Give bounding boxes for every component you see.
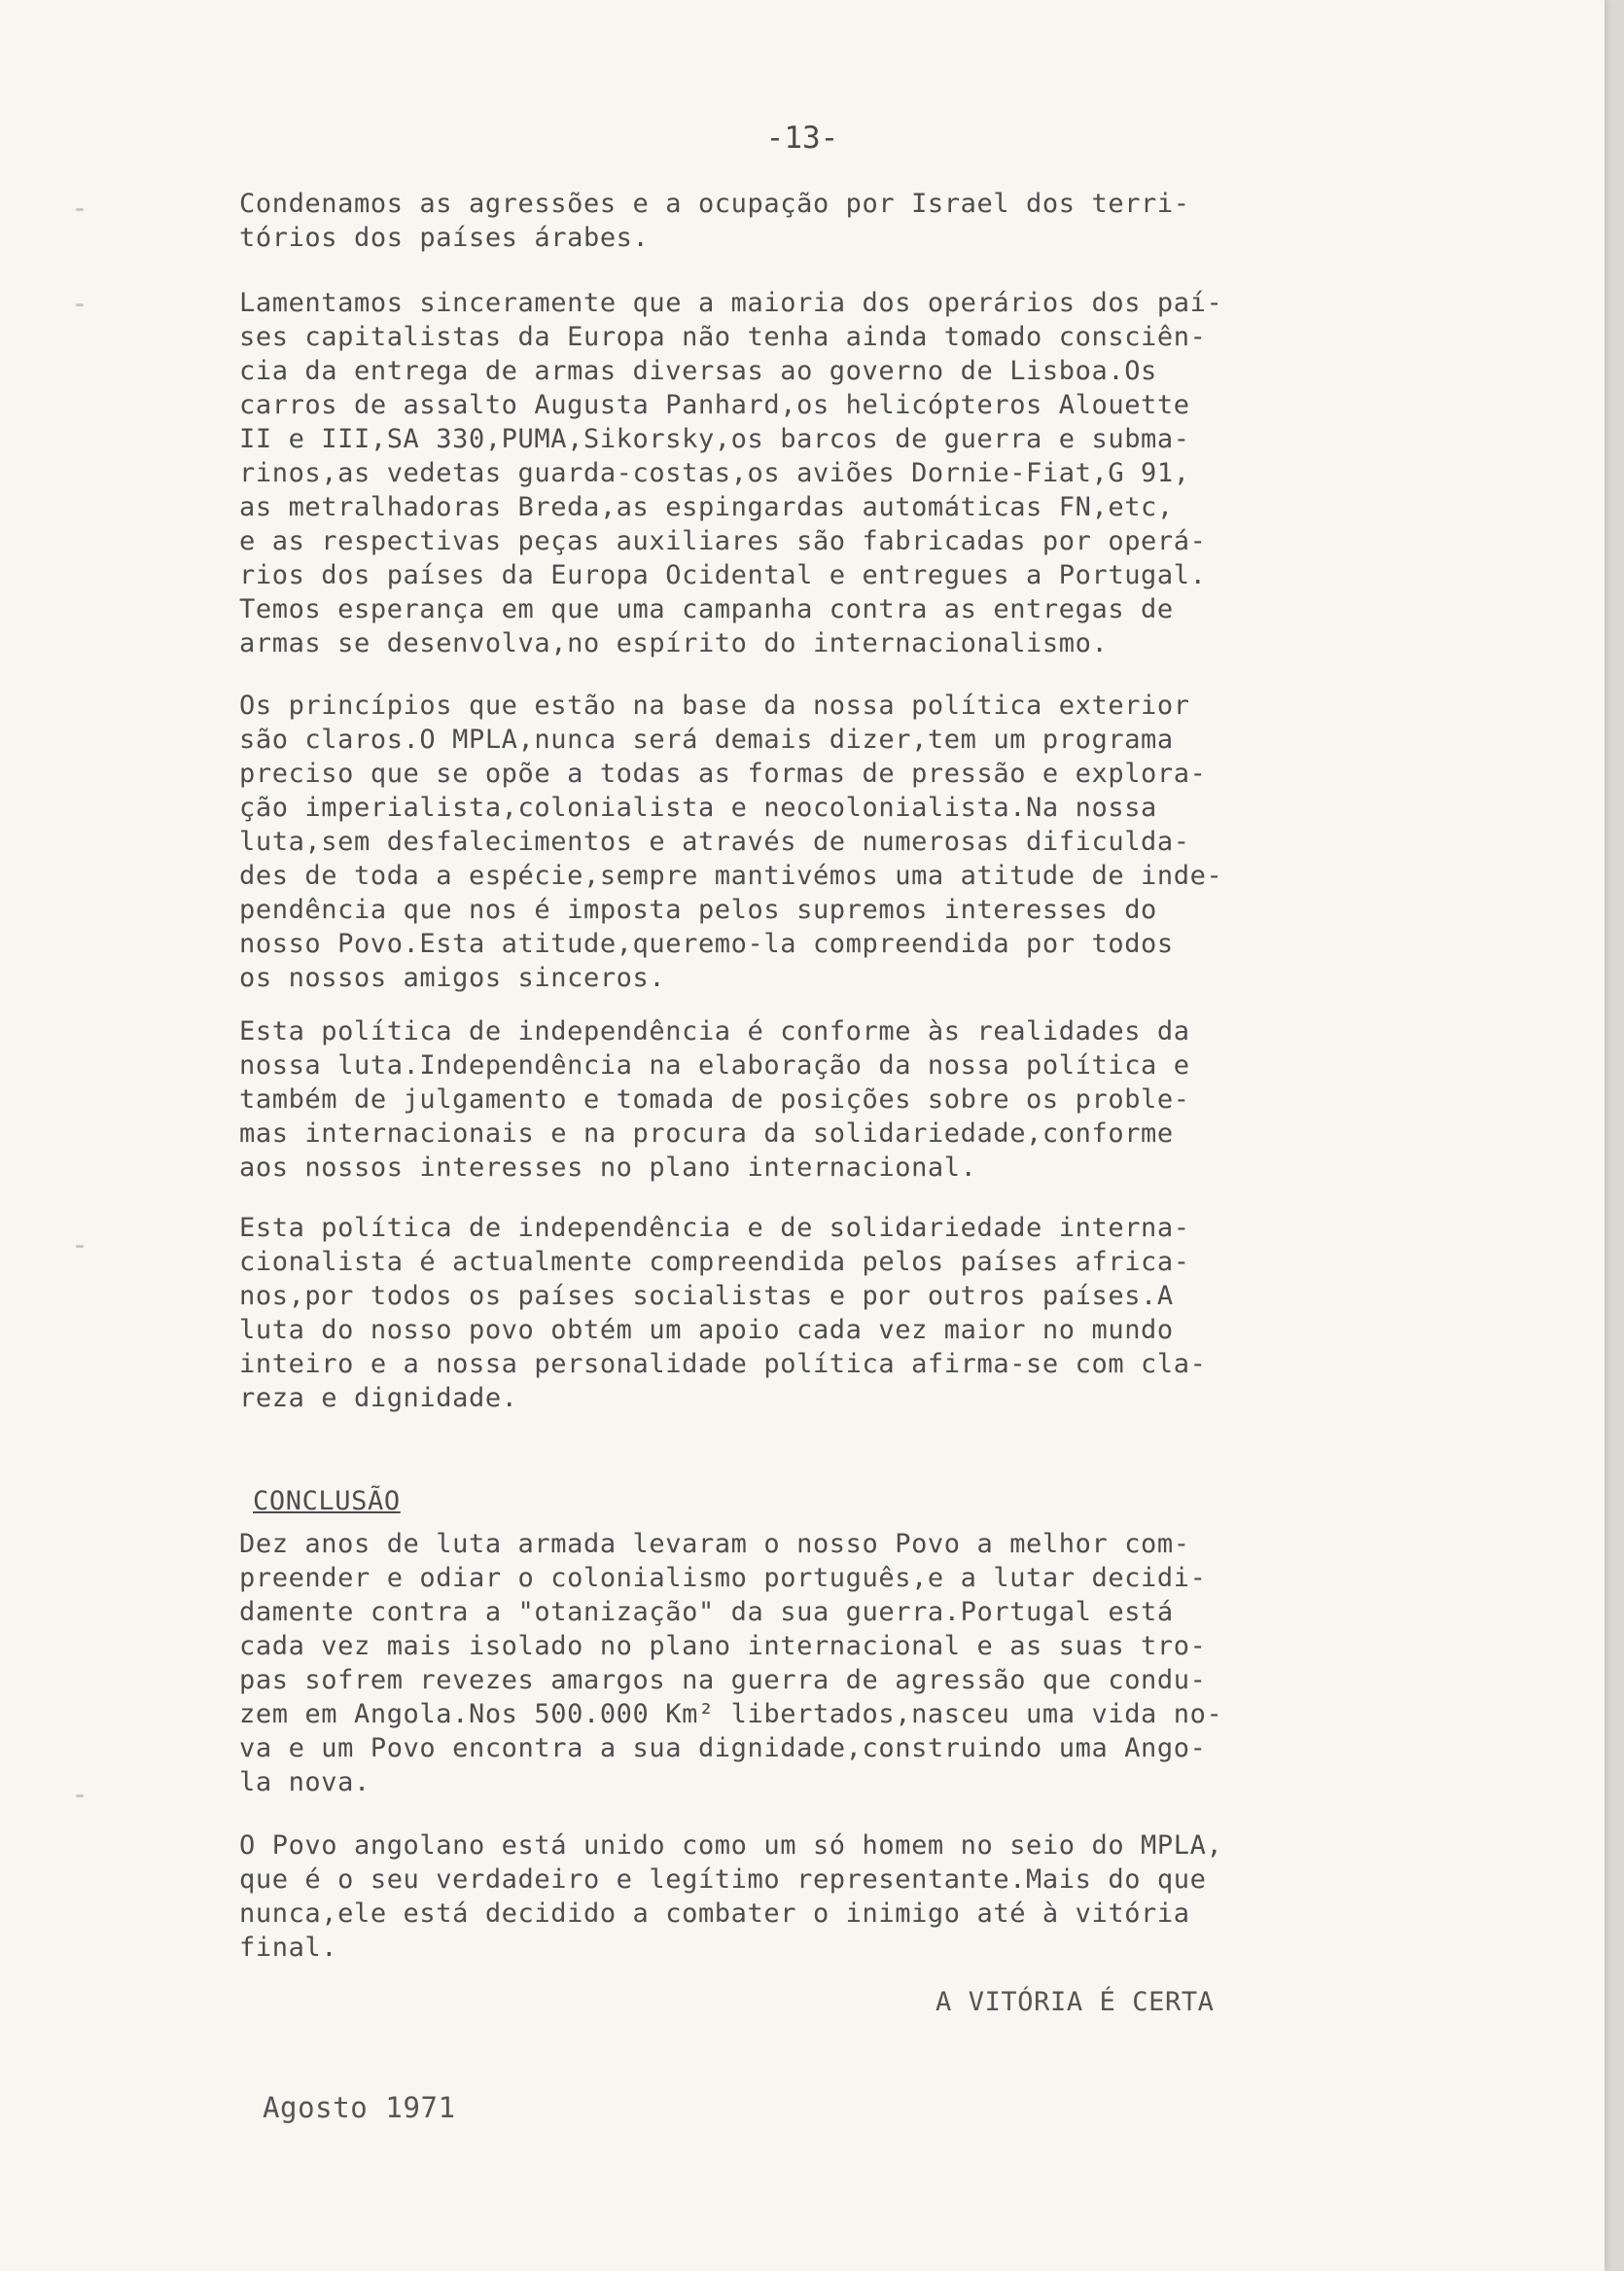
text-line: O Povo angolano está unido como um só homem no seio do MPLA, (239, 1830, 1223, 1861)
text-line: carros de assalto Augusta Panhard,os helicópteros Alouette (239, 390, 1190, 420)
text-line: Esta política de independência é conforme às realidades da (239, 1016, 1190, 1047)
section-heading: CONCLUSÃO (253, 1486, 401, 1516)
text-line: preciso que se opõe a todas as formas de pressão e explora- (239, 759, 1207, 789)
text-line: pas sofrem revezes amargos na guerra de agressão que condu- (239, 1665, 1207, 1695)
text-line: luta do nosso povo obtém um apoio cada vez maior no mundo (239, 1315, 1174, 1345)
text-line: zem em Angola.Nos 500.000 Km² libertados,nasceu uma vida no- (239, 1699, 1223, 1729)
text-line: cionalista é actualmente compreendida pelos países africa- (239, 1247, 1190, 1277)
text-line: cia da entrega de armas diversas ao governo de Lisboa.Os (239, 356, 1157, 386)
text-line: final. (239, 1933, 338, 1963)
text-line: la nova. (239, 1767, 371, 1797)
paragraph-angolan-people (239, 1828, 1222, 1965)
text-line: e as respectivas peças auxiliares são fabricadas por operá- (239, 526, 1207, 556)
text-line: tórios dos países árabes. (239, 223, 650, 253)
text-line: Esta política de independência e de solidariedade interna- (239, 1213, 1190, 1243)
margin-mark (76, 1794, 84, 1797)
text-line: mas internacionais e na procura da solidariedade,conforme (239, 1118, 1174, 1149)
page-number: -13- (765, 121, 839, 156)
text-line: são claros.O MPLA,nunca será demais dizer,tem um programa (239, 725, 1174, 755)
text-line: Condenamos as agressões e a ocupação por Israel dos terri- (239, 189, 1190, 219)
text-line: nos,por todos os países socialistas e por outros países.A (239, 1281, 1174, 1311)
text-line: reza e dignidade. (239, 1383, 518, 1413)
text-line: que é o seu verdadeiro e legítimo representante.Mais do que (239, 1864, 1207, 1895)
text-line: armas se desenvolva,no espírito do internacionalismo. (239, 628, 1109, 658)
text-line: nosso Povo.Esta atitude,queremo-la compreendida por todos (239, 929, 1174, 959)
text-line: os nossos amigos sinceros. (239, 963, 666, 993)
text-line: Temos esperança em que uma campanha contra as entregas de (239, 594, 1174, 624)
text-line: cada vez mais isolado no plano internacional e as suas tro- (239, 1631, 1207, 1661)
text-line: aos nossos interesses no plano internacional. (239, 1153, 977, 1183)
text-line: luta,sem desfalecimentos e através de numerosas dificulda- (239, 827, 1190, 857)
text-line: rinos,as vedetas guarda-costas,os aviões Dornie-Fiat,G 91, (239, 458, 1190, 488)
text-line: ses capitalistas da Europa não tenha ainda tomado consciên- (239, 322, 1207, 352)
paragraph-independence (239, 1014, 1190, 1185)
text-line: ção imperialista,colonialista e neocolonialista.Na nossa (239, 793, 1157, 823)
text-line: nossa luta.Independência na elaboração da nossa política e (239, 1050, 1190, 1081)
text-line: também de julgamento e tomada de posições sobre os proble- (239, 1084, 1190, 1115)
text-line: pendência que nos é imposta pelos supremos interesses do (239, 895, 1157, 925)
text-line: as metralhadoras Breda,as espingardas automáticas FN,etc, (239, 492, 1174, 522)
document-date: Agosto 1971 (263, 2091, 456, 2124)
text-line: des de toda a espécie,sempre mantivémos uma atitude de inde- (239, 861, 1223, 891)
paragraph-foreign-policy (239, 689, 1222, 995)
margin-mark (76, 208, 84, 211)
text-line: damente contra a "otanização" da sua guerra.Portugal está (239, 1597, 1174, 1627)
text-line: rios dos países da Europa Ocidental e entregues a Portugal. (239, 560, 1207, 590)
paragraph-solidarity (239, 1211, 1206, 1415)
margin-mark (76, 1245, 84, 1248)
text-line: inteiro e a nossa personalidade política afirma-se com cla- (239, 1349, 1207, 1379)
paragraph-israel (239, 187, 1190, 255)
paragraph-arms-europe (239, 286, 1222, 660)
signoff: A VITÓRIA É CERTA (936, 1987, 1215, 2017)
text-line: Os princípios que estão na base da nossa política exterior (239, 691, 1190, 721)
text-line: Lamentamos sinceramente que a maioria dos operários dos paí- (239, 288, 1223, 318)
text-line: Dez anos de luta armada levaram o nosso Povo a melhor com- (239, 1529, 1190, 1559)
text-line: preender e odiar o colonialismo português,e a lutar decidi- (239, 1563, 1207, 1593)
margin-mark (76, 303, 84, 306)
text-line: va e um Povo encontra a sua dignidade,construindo uma Ango- (239, 1733, 1207, 1763)
paragraph-conclusion (239, 1527, 1222, 1799)
text-line: II e III,SA 330,PUMA,Sikorsky,os barcos de guerra e subma- (239, 424, 1190, 454)
text-line: nunca,ele está decidido a combater o inimigo até à vitória (239, 1898, 1190, 1929)
